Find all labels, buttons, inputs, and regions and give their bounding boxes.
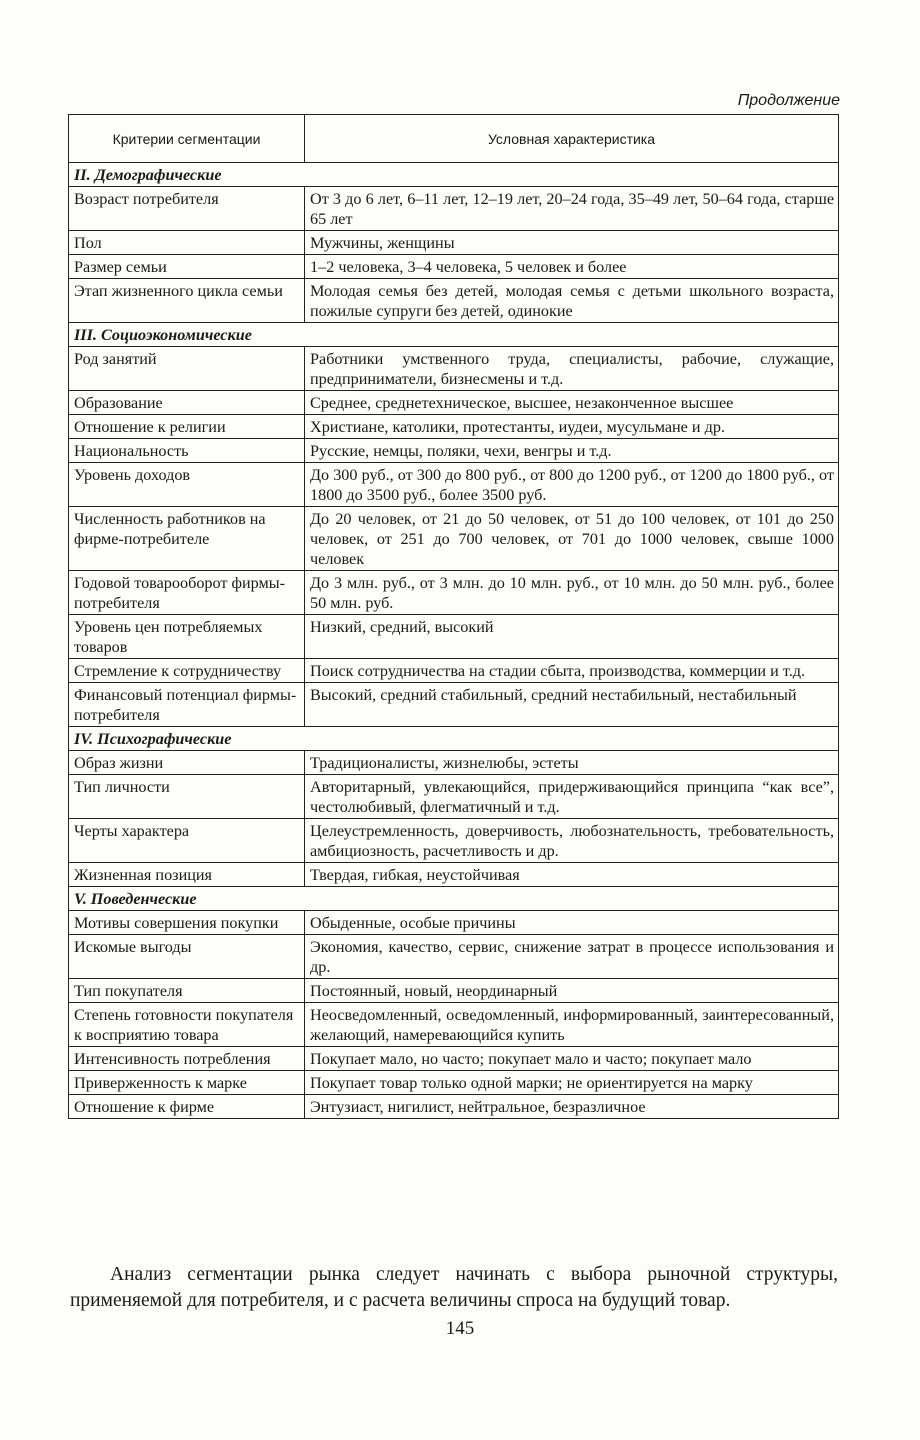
characteristic-cell: Русские, немцы, поляки, чехи, венгры и т.д. xyxy=(305,439,839,463)
criterion-cell: Финансовый потенциал фирмы-потребителя xyxy=(69,683,305,727)
criterion-cell: Тип личности xyxy=(69,775,305,819)
characteristic-cell: Христиане, католики, протестанты, иудеи, мусульмане и др. xyxy=(305,415,839,439)
criterion-cell: Отношение к фирме xyxy=(69,1095,305,1119)
characteristic-cell: Поиск сотрудничества на стадии сбыта, производства, коммерции и т.д. xyxy=(305,659,839,683)
table-row xyxy=(69,775,839,819)
table-row xyxy=(69,439,839,463)
table-row xyxy=(69,751,839,775)
criterion-cell: Черты характера xyxy=(69,819,305,863)
criterion-cell: Годовой товарооборот фирмы-потребителя xyxy=(69,571,305,615)
table-row xyxy=(69,279,839,323)
table-row xyxy=(69,571,839,615)
criterion-cell: Мотивы совершения покупки xyxy=(69,911,305,935)
table-row xyxy=(69,1003,839,1047)
section-title: IV. Психографические xyxy=(69,727,839,751)
characteristic-cell: До 20 человек, от 21 до 50 человек, от 51 до 100 человек, от 101 до 250 человек, от 251 до 700 человек, от 701 до 1000 человек, свыше 1000 человек xyxy=(305,507,839,571)
table-header-row xyxy=(69,115,839,163)
criterion-cell: Степень готовности покупателя к восприятию товара xyxy=(69,1003,305,1047)
criterion-cell: Искомые выгоды xyxy=(69,935,305,979)
table-row xyxy=(69,1047,839,1071)
table-row xyxy=(69,391,839,415)
criterion-cell: Размер семьи xyxy=(69,255,305,279)
section-row xyxy=(69,163,839,187)
table-row xyxy=(69,659,839,683)
section-title: V. Поведенческие xyxy=(69,887,839,911)
table-row xyxy=(69,615,839,659)
criterion-cell: Пол xyxy=(69,231,305,255)
criterion-cell: Приверженность к марке xyxy=(69,1071,305,1095)
table-row xyxy=(69,1071,839,1095)
criterion-cell: Уровень доходов xyxy=(69,463,305,507)
section-title: III. Социоэкономические xyxy=(69,323,839,347)
characteristic-cell: Обыденные, особые причины xyxy=(305,911,839,935)
table-row xyxy=(69,347,839,391)
characteristic-cell: Энтузиаст, нигилист, нейтральное, безразличное xyxy=(305,1095,839,1119)
table-row xyxy=(69,463,839,507)
criterion-cell: Тип покупателя xyxy=(69,979,305,1003)
table-row xyxy=(69,231,839,255)
characteristic-cell: Работники умственного труда, специалисты, рабочие, служащие, предприниматели, бизнесмены и т.д. xyxy=(305,347,839,391)
table-row xyxy=(69,507,839,571)
characteristic-cell: Низкий, средний, высокий xyxy=(305,615,839,659)
criterion-cell: Образование xyxy=(69,391,305,415)
characteristic-cell: Покупает товар только одной марки; не ориентируется на марку xyxy=(305,1071,839,1095)
section-title: II. Демографические xyxy=(69,163,839,187)
section-row xyxy=(69,323,839,347)
criterion-cell: Стремление к сотрудничеству xyxy=(69,659,305,683)
criterion-cell: Отношение к религии xyxy=(69,415,305,439)
characteristic-cell: До 3 млн. руб., от 3 млн. до 10 млн. руб., от 10 млн. до 50 млн. руб., более 50 млн. руб. xyxy=(305,571,839,615)
continued-label: Продолжение xyxy=(737,92,840,109)
characteristic-cell: От 3 до 6 лет, 6–11 лет, 12–19 лет, 20–24 года, 35–49 лет, 50–64 года, старше 65 лет xyxy=(305,187,839,231)
header-characteristic: Условная характеристика xyxy=(305,115,839,163)
characteristic-cell: Целеустремленность, доверчивость, любознательность, требовательность, амбициозность, расчетливость и др. xyxy=(305,819,839,863)
criterion-cell: Национальность xyxy=(69,439,305,463)
criterion-cell: Уровень цен потребляемых товаров xyxy=(69,615,305,659)
criterion-cell: Интенсивность потребления xyxy=(69,1047,305,1071)
section-row xyxy=(69,887,839,911)
criterion-cell: Жизненная позиция xyxy=(69,863,305,887)
criterion-cell: Этап жизненного цикла семьи xyxy=(69,279,305,323)
characteristic-cell: Экономия, качество, сервис, снижение затрат в процессе использования и др. xyxy=(305,935,839,979)
characteristic-cell: Покупает мало, но часто; покупает мало и часто; покупает мало xyxy=(305,1047,839,1071)
table-row xyxy=(69,415,839,439)
characteristic-cell: 1–2 человека, 3–4 человека, 5 человек и более xyxy=(305,255,839,279)
characteristic-cell: Твердая, гибкая, неустойчивая xyxy=(305,863,839,887)
table-row xyxy=(69,683,839,727)
table-row xyxy=(69,255,839,279)
characteristic-cell: Постоянный, новый, неординарный xyxy=(305,979,839,1003)
table-row xyxy=(69,819,839,863)
segmentation-table xyxy=(68,114,839,1119)
characteristic-cell: Традиционалисты, жизнелюбы, эстеты xyxy=(305,751,839,775)
header-criteria: Критерии сегментации xyxy=(69,115,305,163)
characteristic-cell: До 300 руб., от 300 до 800 руб., от 800 до 1200 руб., от 1200 до 1800 руб., от 1800 до 3500 руб., более 3500 руб. xyxy=(305,463,839,507)
table-row xyxy=(69,863,839,887)
criterion-cell: Образ жизни xyxy=(69,751,305,775)
table-row xyxy=(69,935,839,979)
criterion-cell: Возраст потребителя xyxy=(69,187,305,231)
body-paragraph: Анализ сегментации рынка следует начинать с выбора рыночной структуры, применяемой для потребителя, и с расчета величины спроса на будущий товар. xyxy=(70,1263,838,1311)
table-row xyxy=(69,911,839,935)
table-row xyxy=(69,187,839,231)
characteristic-cell: Высокий, средний стабильный, средний нестабильный, нестабильный xyxy=(305,683,839,727)
characteristic-cell: Неосведомленный, осведомленный, информированный, заинтересованный, желающий, намеревающийся купить xyxy=(305,1003,839,1047)
section-row xyxy=(69,727,839,751)
criterion-cell: Род занятий xyxy=(69,347,305,391)
criterion-cell: Численность работников на фирме-потребителе xyxy=(69,507,305,571)
characteristic-cell: Среднее, среднетехническое, высшее, незаконченное высшее xyxy=(305,391,839,415)
page-number: 145 xyxy=(445,1318,475,1339)
table-row xyxy=(69,1095,839,1119)
characteristic-cell: Мужчины, женщины xyxy=(305,231,839,255)
table-row xyxy=(69,979,839,1003)
characteristic-cell: Авторитарный, увлекающийся, придерживающийся принципа “как все”, честолюбивый, флегматичный и т.д. xyxy=(305,775,839,819)
table-body xyxy=(69,163,839,1119)
characteristic-cell: Молодая семья без детей, молодая семья с детьми школьного возраста, пожилые супруги без детей, одинокие xyxy=(305,279,839,323)
